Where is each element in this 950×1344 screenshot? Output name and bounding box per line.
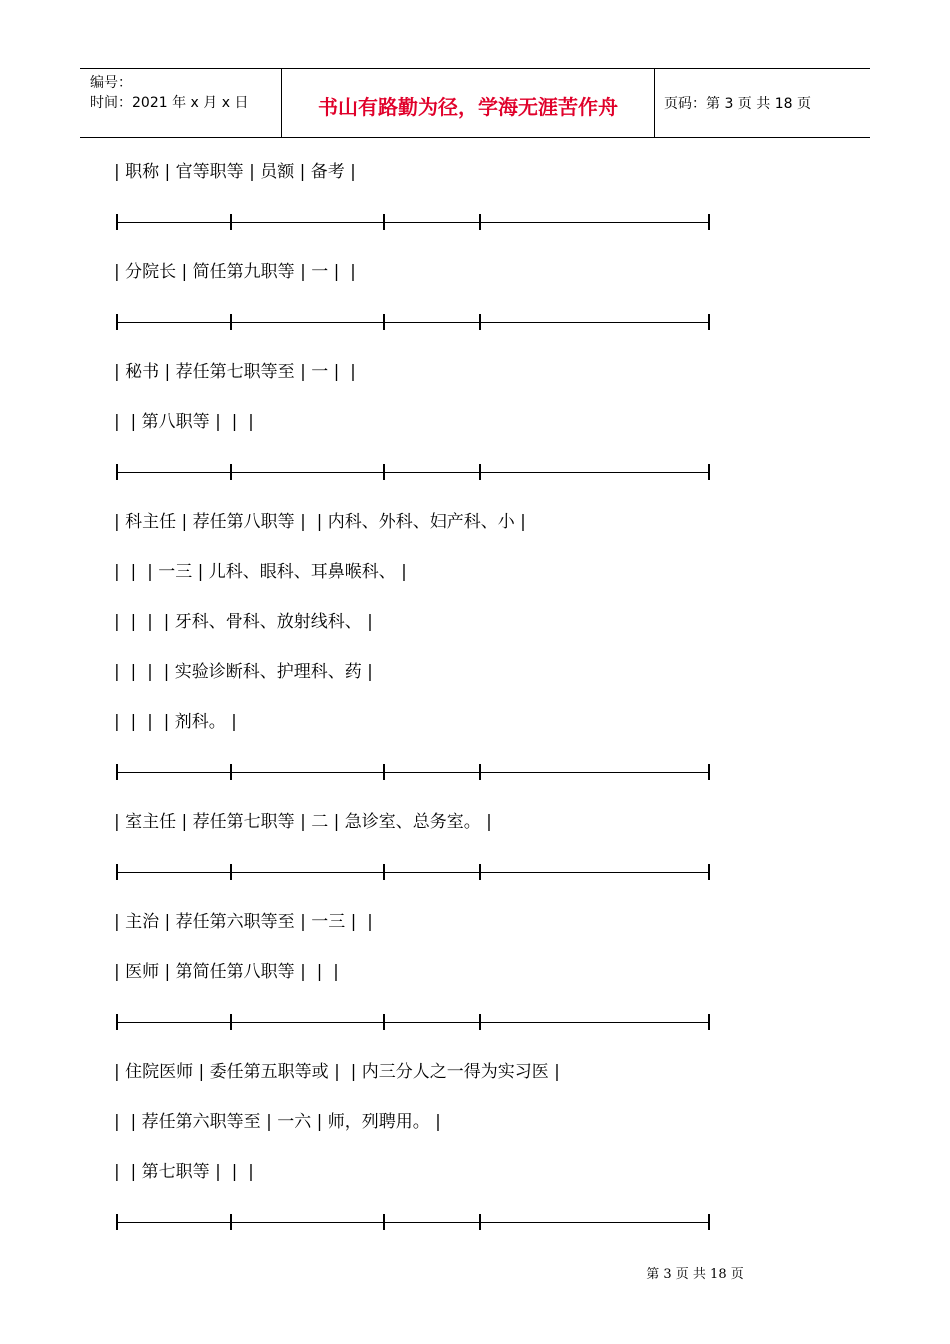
table-rule-tick <box>230 864 232 880</box>
table-rule-tick <box>116 314 118 330</box>
table-row: | 职称 | 官等职等 | 员额 | 备考 | <box>114 162 356 182</box>
table-rule-tick <box>230 1214 232 1230</box>
header-page-info: 页码：第 3 页 共 18 页 <box>664 96 811 112</box>
table-rule-tick <box>708 314 710 330</box>
table-rule-tick <box>383 1014 385 1030</box>
table-row: | 秘书 | 荐任第七职等至 | 一 | | <box>114 362 356 382</box>
table-rule-tick <box>383 764 385 780</box>
page-footer: 第 3 页 共 18 页 <box>646 1267 744 1282</box>
table-row: | | | 一三 | 儿科、眼科、耳鼻喉科、 | <box>114 562 407 582</box>
table-rule-tick <box>230 214 232 230</box>
table-rule-tick <box>708 1014 710 1030</box>
table-rule-tick <box>708 864 710 880</box>
table-rule <box>116 872 710 873</box>
table-rule-tick <box>116 1014 118 1030</box>
table-row: | 医师 | 第简任第八职等 | | | <box>114 962 339 982</box>
table-row: | 室主任 | 荐任第七职等 | 二 | 急诊室、总务室。 | <box>114 812 492 832</box>
table-rule <box>116 1222 710 1223</box>
table-row: | 住院医师 | 委任第五职等或 | | 内三分人之一得为实习医 | <box>114 1062 560 1082</box>
document-number-label: 编号： <box>90 75 132 91</box>
table-rule-tick <box>230 764 232 780</box>
table-rule-tick <box>230 1014 232 1030</box>
table-rule-tick <box>479 864 481 880</box>
table-row: | 分院长 | 简任第九职等 | 一 | | <box>114 262 356 282</box>
table-rule-tick <box>116 864 118 880</box>
header-meta <box>90 73 248 113</box>
table-rule-tick <box>479 464 481 480</box>
table-rule-tick <box>708 1214 710 1230</box>
table-rule <box>116 322 710 323</box>
header-divider <box>654 69 655 137</box>
table-rule-tick <box>116 464 118 480</box>
table-rule-tick <box>116 1214 118 1230</box>
table-rule <box>116 472 710 473</box>
table-rule-tick <box>230 464 232 480</box>
table-row: | | 荐任第六职等至 | 一六 | 师，列聘用。 | <box>114 1112 441 1132</box>
table-rule <box>116 772 710 773</box>
table-rule-tick <box>383 464 385 480</box>
table-rule-tick <box>116 764 118 780</box>
table-row: | | | | 牙科、骨科、放射线科、 | <box>114 612 373 632</box>
table-rule <box>116 222 710 223</box>
table-row: | | | | 实验诊断科、护理科、药 | <box>114 662 373 682</box>
table-rule-tick <box>708 764 710 780</box>
table-rule-tick <box>383 1214 385 1230</box>
table-rule-tick <box>479 1214 481 1230</box>
page-header <box>80 68 870 138</box>
table-rule-tick <box>479 1014 481 1030</box>
table-rule-tick <box>479 314 481 330</box>
table-row: | 科主任 | 荐任第八职等 | | 内科、外科、妇产科、小 | <box>114 512 526 532</box>
table-rule-tick <box>383 214 385 230</box>
table-rule-tick <box>230 314 232 330</box>
table-row: | | 第八职等 | | | <box>114 412 254 432</box>
document-date: 时间：2021 年 x 月 x 日 <box>90 95 249 111</box>
header-motto: 书山有路勤为径，学海无涯苦作舟 <box>318 95 618 119</box>
table-rule-tick <box>479 214 481 230</box>
table-rule-tick <box>383 864 385 880</box>
table-row: | 主治 | 荐任第六职等至 | 一三 | | <box>114 912 373 932</box>
table-row: | | | | 剂科。 | <box>114 712 237 732</box>
table-rule-tick <box>708 464 710 480</box>
table-rule-tick <box>116 214 118 230</box>
table-rule-tick <box>708 214 710 230</box>
table-rule-tick <box>479 764 481 780</box>
table-row: | | 第七职等 | | | <box>114 1162 254 1182</box>
table-rule-tick <box>383 314 385 330</box>
table-rule <box>116 1022 710 1023</box>
